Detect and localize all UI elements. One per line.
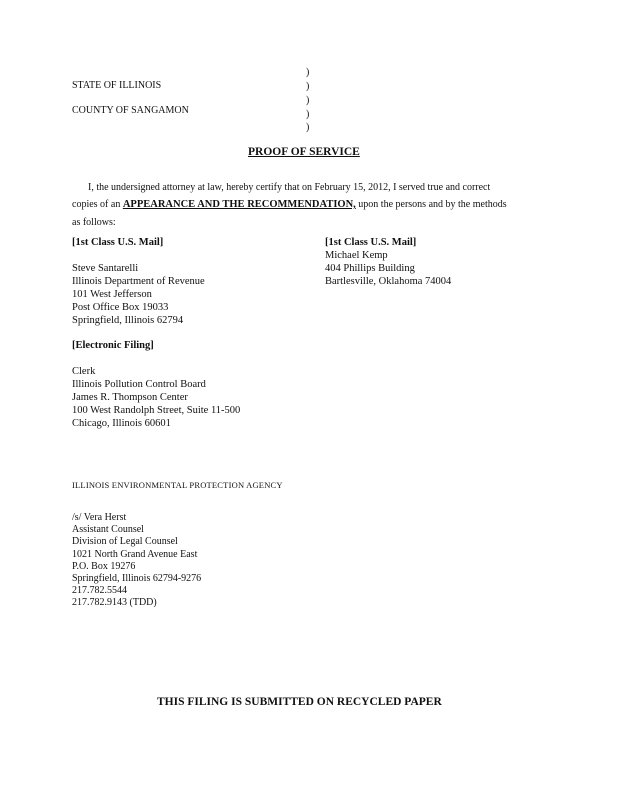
address-line: Clerk (72, 366, 96, 377)
signature-line: Springfield, Illinois 62794-9276 (72, 573, 202, 585)
document-title-reference: APPEARANCE AND THE RECOMMENDATION, (122, 199, 356, 210)
signature-line: Assistant Counsel (72, 524, 144, 536)
body-line-2 (72, 198, 507, 211)
service-address-electronic (72, 365, 240, 430)
caption-paren: ) (306, 109, 310, 120)
address-line: Illinois Pollution Control Board (72, 379, 206, 390)
address-line: Bartlesville, Oklahoma 74004 (325, 276, 452, 287)
agency-name: ILLINOIS ENVIRONMENTAL PROTECTION AGENCY (72, 480, 283, 490)
caption-paren: ) (306, 81, 310, 92)
service-address-left (72, 262, 205, 327)
signature-line: 1021 North Grand Avenue East (72, 548, 198, 560)
recycled-paper-footer: THIS FILING IS SUBMITTED ON RECYCLED PAPER (157, 696, 442, 708)
service-method-right: [1st Class U.S. Mail] (325, 237, 417, 248)
address-line: James R. Thompson Center (72, 392, 188, 403)
signature-line: /s/ Vera Herst (72, 512, 127, 523)
address-line: Illinois Department of Revenue (72, 276, 205, 287)
address-line: Chicago, Illinois 60601 (72, 418, 171, 429)
address-line: 404 Phillips Building (325, 263, 415, 274)
document-title: PROOF OF SERVICE (248, 146, 360, 158)
signature-line: 217.782.5544 (72, 585, 127, 597)
caption-paren: ) (306, 122, 310, 133)
body-line-2-suffix: upon the persons and by the methods (355, 199, 507, 210)
address-line: Springfield, Illinois 62794 (72, 315, 184, 326)
signature-line: 217.782.9143 (TDD) (72, 597, 157, 609)
service-method-electronic: [Electronic Filing] (72, 340, 154, 351)
body-line-2-prefix: copies of an (72, 199, 123, 210)
address-line: Post Office Box 19033 (72, 302, 169, 313)
service-method-left: [1st Class U.S. Mail] (72, 237, 164, 248)
caption-paren: ) (306, 67, 310, 78)
caption-paren: ) (306, 95, 310, 106)
address-line: Michael Kemp (325, 250, 388, 261)
caption-state: STATE OF ILLINOIS (72, 80, 162, 91)
address-line: 101 West Jefferson (72, 289, 152, 300)
caption-county: COUNTY OF SANGAMON (72, 105, 189, 116)
signature-line: Division of Legal Counsel (72, 536, 178, 548)
signature-line: P.O. Box 19276 (72, 560, 136, 572)
signature-block (72, 512, 201, 610)
body-line-3: as follows: (72, 217, 116, 228)
service-address-right (325, 249, 451, 288)
address-line: 100 West Randolph Street, Suite 11-500 (72, 405, 241, 416)
body-line-1: I, the undersigned attorney at law, hereby certify that on February 15, 2012, I served true and correct (88, 182, 491, 193)
address-line: Steve Santarelli (72, 263, 139, 274)
